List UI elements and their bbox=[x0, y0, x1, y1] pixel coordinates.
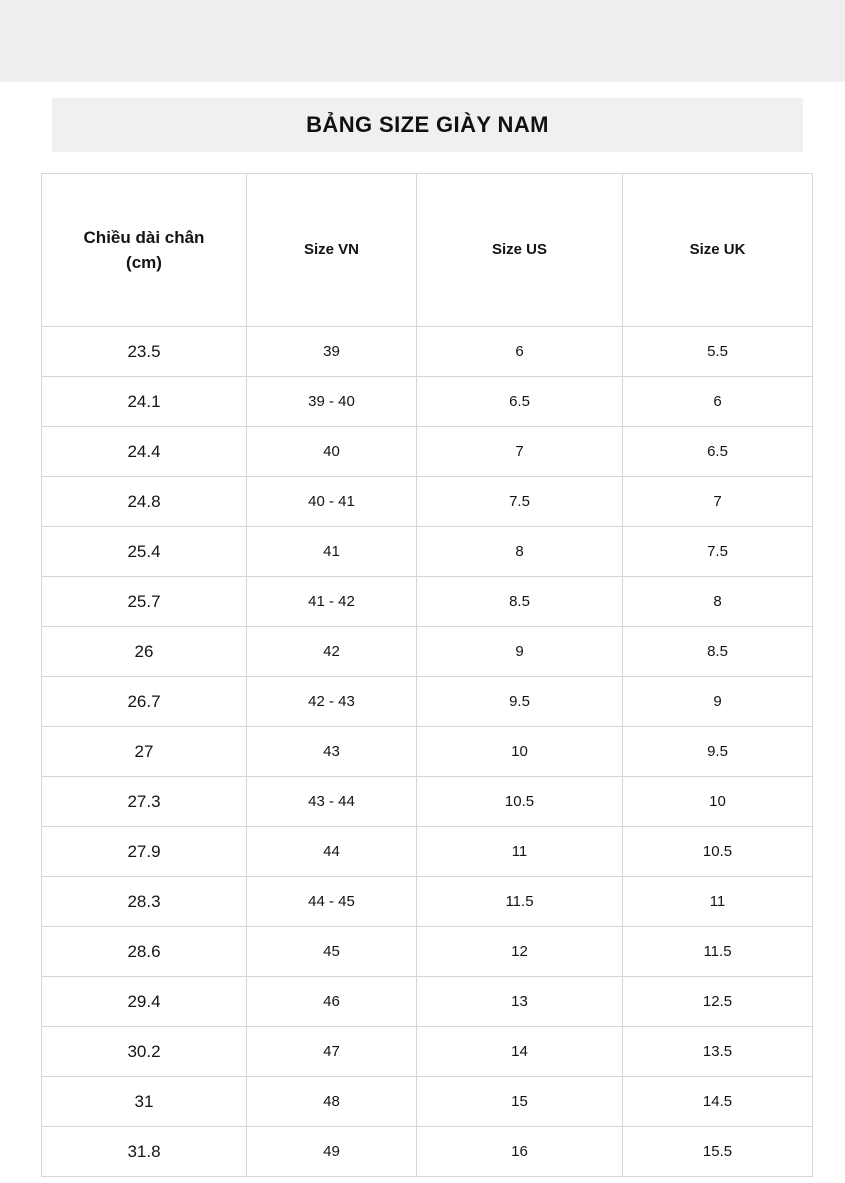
cell-foot-length: 26 bbox=[42, 627, 247, 677]
cell-size-uk: 10.5 bbox=[623, 827, 813, 877]
top-blank-strip bbox=[0, 0, 845, 82]
cell-size-us: 16 bbox=[417, 1127, 623, 1177]
cell-size-us: 11.5 bbox=[417, 877, 623, 927]
cell-size-us: 12 bbox=[417, 927, 623, 977]
cell-foot-length: 25.7 bbox=[42, 577, 247, 627]
cell-foot-length: 24.8 bbox=[42, 477, 247, 527]
cell-size-vn: 43 bbox=[247, 727, 417, 777]
column-header-foot-length bbox=[42, 174, 247, 327]
cell-size-us: 6 bbox=[417, 327, 623, 377]
cell-size-us: 9.5 bbox=[417, 677, 623, 727]
column-header-foot-length-line1: Chiều dài chân bbox=[83, 227, 205, 247]
cell-size-uk: 9.5 bbox=[623, 727, 813, 777]
column-header-size-vn: Size VN bbox=[247, 174, 417, 327]
cell-size-uk: 7 bbox=[623, 477, 813, 527]
cell-size-uk: 11.5 bbox=[623, 927, 813, 977]
table-row bbox=[42, 877, 813, 927]
cell-size-vn: 44 bbox=[247, 827, 417, 877]
cell-size-uk: 8.5 bbox=[623, 627, 813, 677]
cell-size-vn: 39 - 40 bbox=[247, 377, 417, 427]
table-row bbox=[42, 477, 813, 527]
cell-foot-length: 28.6 bbox=[42, 927, 247, 977]
cell-size-us: 6.5 bbox=[417, 377, 623, 427]
cell-size-vn: 44 - 45 bbox=[247, 877, 417, 927]
cell-size-uk: 14.5 bbox=[623, 1077, 813, 1127]
cell-size-uk: 10 bbox=[623, 777, 813, 827]
cell-size-uk: 15.5 bbox=[623, 1127, 813, 1177]
cell-size-uk: 12.5 bbox=[623, 977, 813, 1027]
table-row bbox=[42, 1127, 813, 1177]
cell-foot-length: 24.4 bbox=[42, 427, 247, 477]
table-body bbox=[42, 327, 813, 1177]
cell-size-us: 7.5 bbox=[417, 477, 623, 527]
table-row bbox=[42, 727, 813, 777]
table-row bbox=[42, 627, 813, 677]
cell-size-vn: 43 - 44 bbox=[247, 777, 417, 827]
table-row bbox=[42, 577, 813, 627]
title-banner bbox=[52, 98, 803, 152]
table-row bbox=[42, 327, 813, 377]
cell-size-vn: 41 - 42 bbox=[247, 577, 417, 627]
cell-size-us: 8 bbox=[417, 527, 623, 577]
cell-size-us: 11 bbox=[417, 827, 623, 877]
cell-size-uk: 8 bbox=[623, 577, 813, 627]
cell-foot-length: 24.1 bbox=[42, 377, 247, 427]
table-row bbox=[42, 1027, 813, 1077]
cell-size-us: 10 bbox=[417, 727, 623, 777]
table-header bbox=[42, 174, 813, 327]
cell-size-uk: 9 bbox=[623, 677, 813, 727]
table-row bbox=[42, 927, 813, 977]
table-row bbox=[42, 677, 813, 727]
cell-size-us: 13 bbox=[417, 977, 623, 1027]
cell-size-us: 10.5 bbox=[417, 777, 623, 827]
cell-size-vn: 42 bbox=[247, 627, 417, 677]
cell-size-uk: 5.5 bbox=[623, 327, 813, 377]
cell-foot-length: 27.3 bbox=[42, 777, 247, 827]
column-header-size-us: Size US bbox=[417, 174, 623, 327]
table-row bbox=[42, 527, 813, 577]
table-row bbox=[42, 377, 813, 427]
cell-size-vn: 42 - 43 bbox=[247, 677, 417, 727]
table-row bbox=[42, 427, 813, 477]
cell-size-vn: 41 bbox=[247, 527, 417, 577]
cell-size-vn: 48 bbox=[247, 1077, 417, 1127]
cell-size-uk: 6 bbox=[623, 377, 813, 427]
cell-size-uk: 13.5 bbox=[623, 1027, 813, 1077]
cell-foot-length: 26.7 bbox=[42, 677, 247, 727]
table-row bbox=[42, 1077, 813, 1127]
cell-foot-length: 30.2 bbox=[42, 1027, 247, 1077]
cell-size-vn: 39 bbox=[247, 327, 417, 377]
cell-size-us: 7 bbox=[417, 427, 623, 477]
cell-size-vn: 47 bbox=[247, 1027, 417, 1077]
column-header-size-uk: Size UK bbox=[623, 174, 813, 327]
cell-size-uk: 7.5 bbox=[623, 527, 813, 577]
cell-size-us: 9 bbox=[417, 627, 623, 677]
cell-foot-length: 31.8 bbox=[42, 1127, 247, 1177]
cell-size-vn: 40 bbox=[247, 427, 417, 477]
table-row bbox=[42, 777, 813, 827]
cell-size-vn: 40 - 41 bbox=[247, 477, 417, 527]
cell-foot-length: 29.4 bbox=[42, 977, 247, 1027]
cell-size-us: 14 bbox=[417, 1027, 623, 1077]
cell-size-uk: 6.5 bbox=[623, 427, 813, 477]
cell-size-us: 8.5 bbox=[417, 577, 623, 627]
cell-foot-length: 31 bbox=[42, 1077, 247, 1127]
cell-foot-length: 27 bbox=[42, 727, 247, 777]
cell-foot-length: 25.4 bbox=[42, 527, 247, 577]
shoe-size-table bbox=[41, 173, 813, 1177]
table-header-row bbox=[42, 174, 813, 327]
document-content bbox=[0, 82, 845, 1183]
table-row bbox=[42, 977, 813, 1027]
cell-size-uk: 11 bbox=[623, 877, 813, 927]
cell-foot-length: 27.9 bbox=[42, 827, 247, 877]
table-row bbox=[42, 827, 813, 877]
cell-foot-length: 28.3 bbox=[42, 877, 247, 927]
cell-size-vn: 49 bbox=[247, 1127, 417, 1177]
page-title: BẢNG SIZE GIÀY NAM bbox=[306, 112, 549, 137]
cell-size-vn: 46 bbox=[247, 977, 417, 1027]
cell-size-vn: 45 bbox=[247, 927, 417, 977]
column-header-foot-length-line2: (cm) bbox=[126, 253, 162, 272]
cell-size-us: 15 bbox=[417, 1077, 623, 1127]
cell-foot-length: 23.5 bbox=[42, 327, 247, 377]
